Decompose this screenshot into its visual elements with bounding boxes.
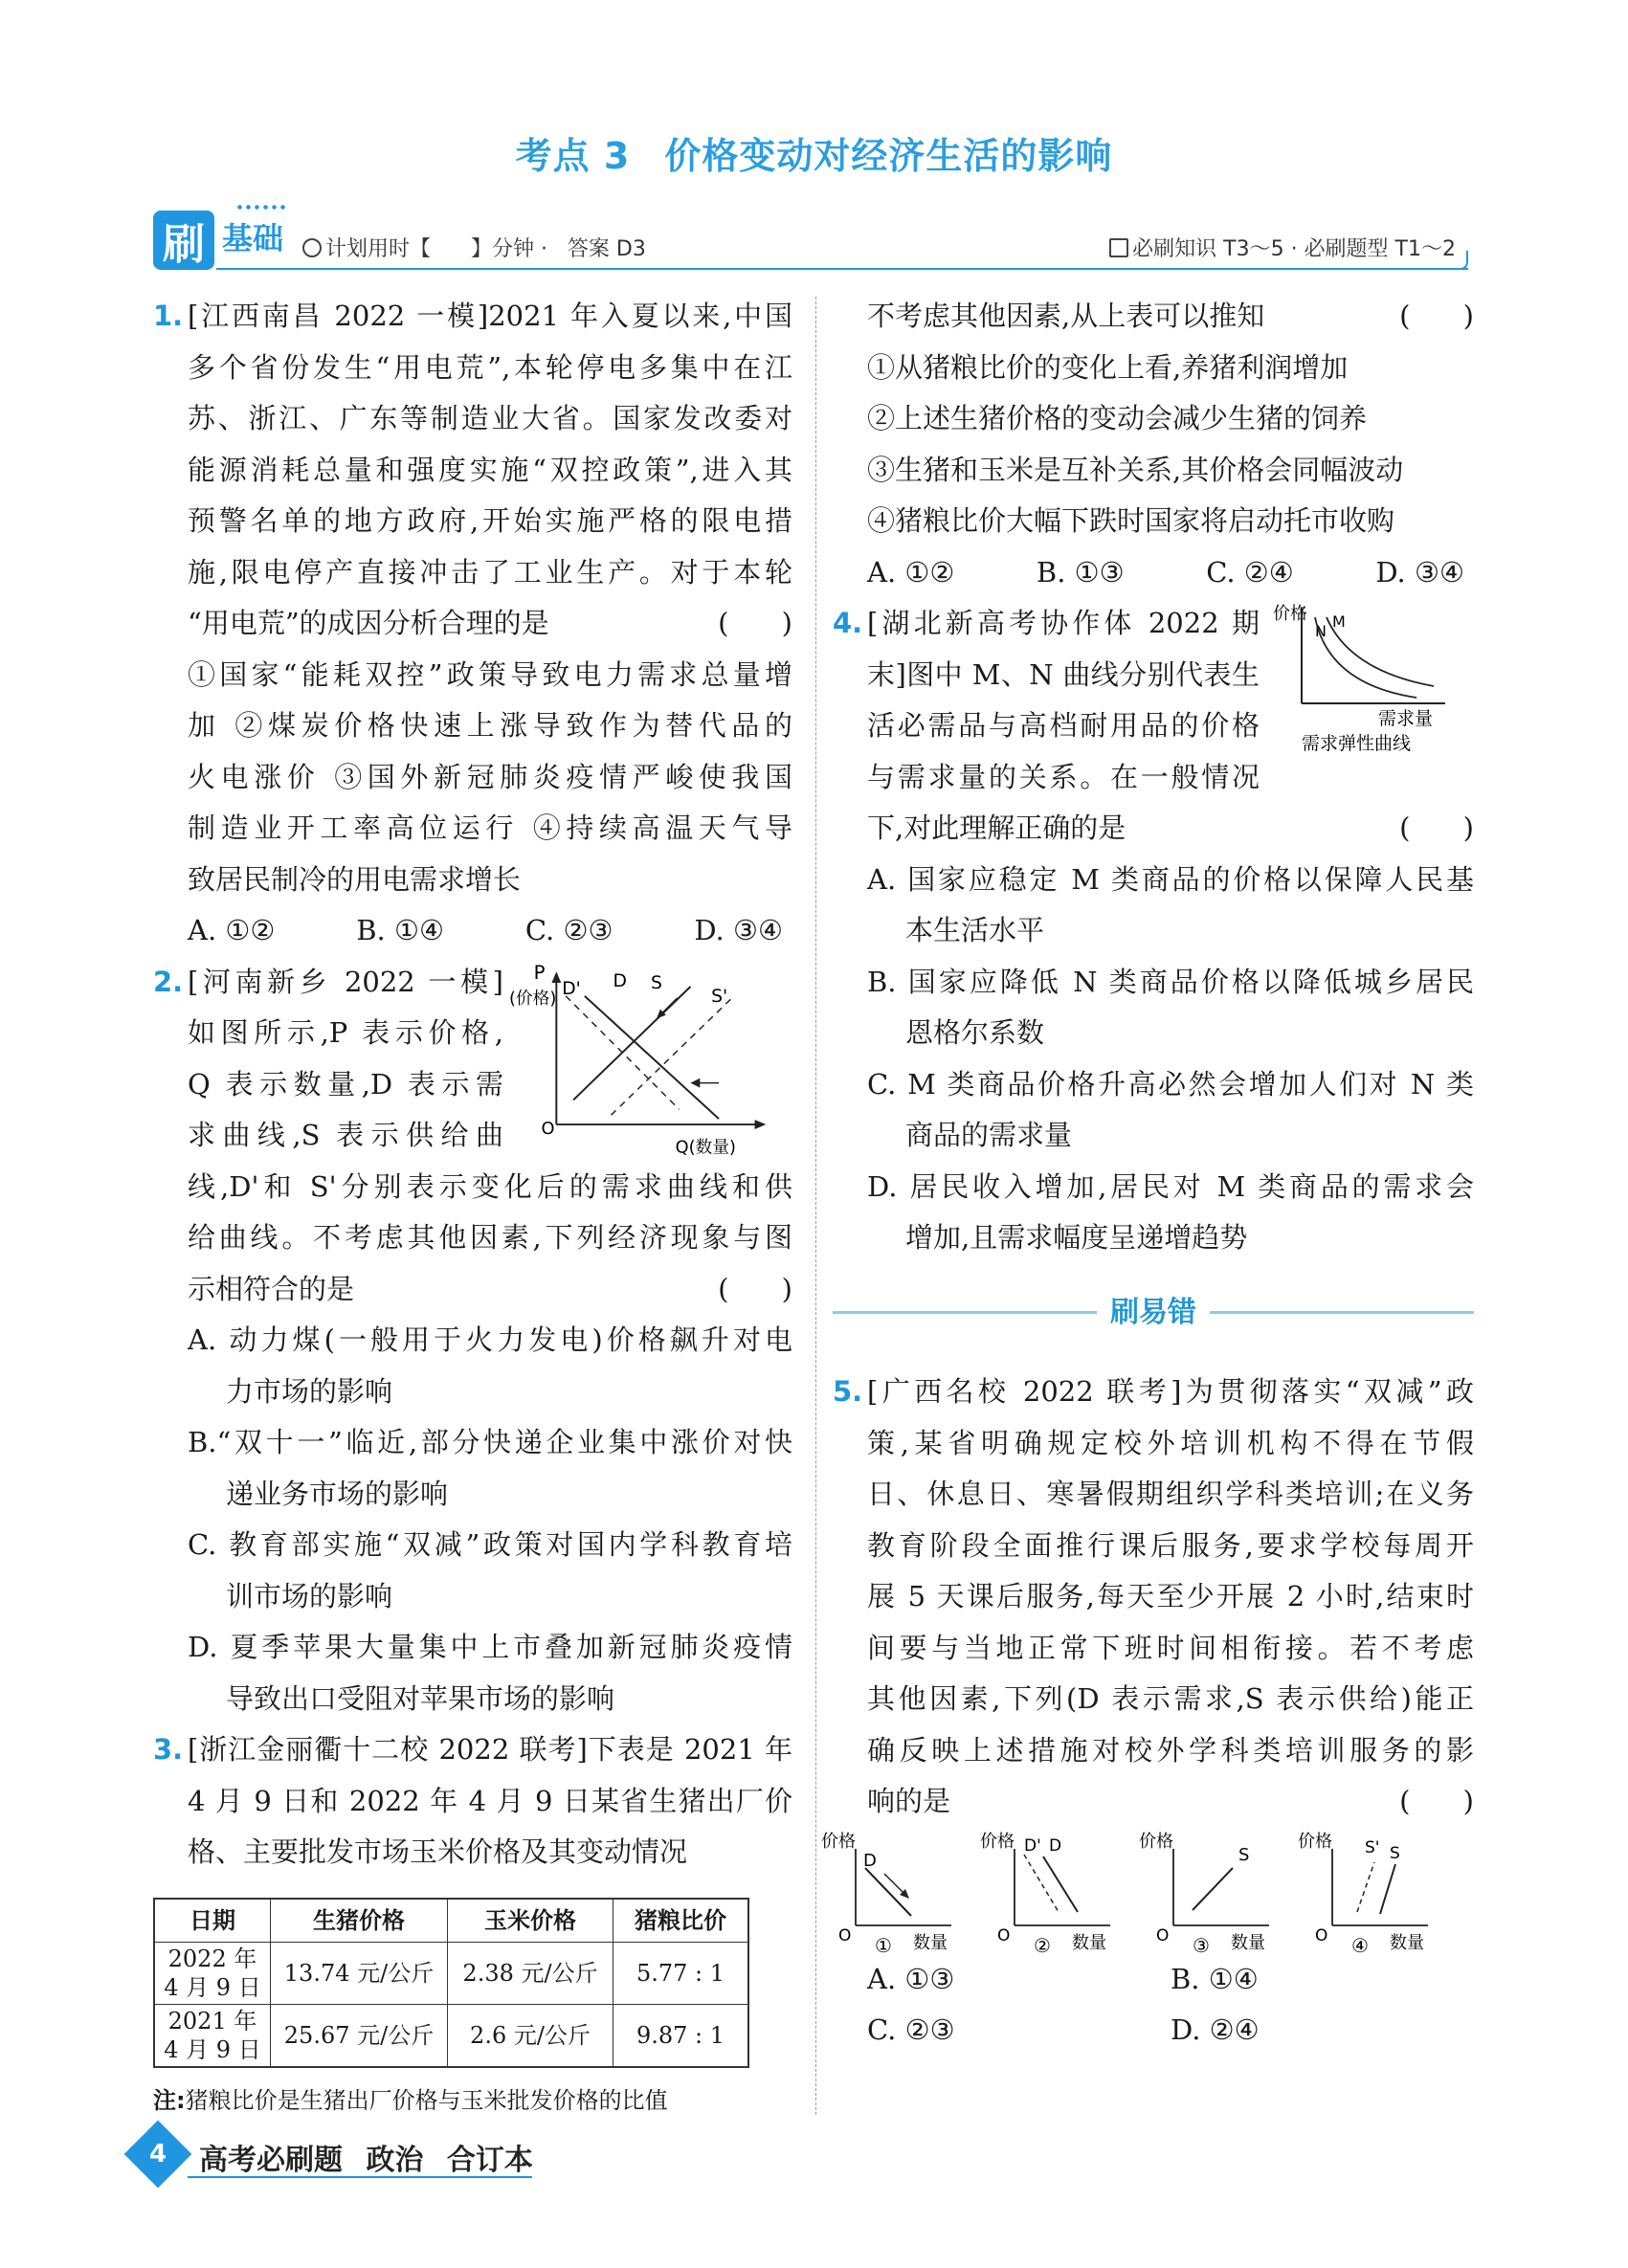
table-cell: 25.67 元/公斤	[271, 2004, 448, 2067]
section-title: 刷易错	[1110, 1295, 1196, 1329]
options	[833, 1954, 1474, 2057]
option-a[interactable]: A. 国家应稳定 M 类商品的价格以保障人民基 本生活水平	[867, 862, 1474, 946]
svg-text:O: O	[838, 1925, 852, 1946]
stem-line: 能源消耗总量和强度实施“双控政策”,进入其	[188, 453, 792, 486]
option-d[interactable]: D. 夏季苹果大量集中上市叠加新冠肺炎疫情 导致出口受阻对苹果市场的影响	[188, 1631, 792, 1715]
graph-caption: 需求弹性曲线	[1302, 733, 1412, 754]
stem-line: 如图所示,P 表示价格,	[188, 1016, 503, 1049]
statement-line: 加 ②煤炭价格快速上涨导致作为替代品的	[188, 709, 792, 742]
question-2	[153, 957, 792, 1725]
stem-line: 多个省份发生“用电荒”,本轮停电多集中在江	[188, 350, 792, 384]
svg-text:O: O	[1315, 1925, 1328, 1946]
question-3	[153, 1724, 792, 1879]
label-s-prime: S'	[711, 986, 728, 1007]
svg-text:①: ①	[875, 1933, 892, 1954]
stem-line: [江西南昌 2022 一模]2021 年入夏以来,中国	[188, 300, 792, 332]
label-m: M	[1332, 612, 1346, 631]
curve-s	[573, 987, 690, 1100]
question-number: 2.	[153, 965, 184, 998]
stem-line: [河南新乡 2022 一模]	[188, 965, 503, 998]
origin-label: O	[541, 1119, 555, 1139]
question-1	[153, 291, 792, 957]
stem-line: 间要与当地正常下班时间相衔接。若不考虑	[867, 1631, 1474, 1664]
stem-line: 不考虑其他因素,从上表可以推知 ( )	[867, 291, 1474, 343]
label-s: S	[651, 972, 662, 993]
option-a[interactable]: A. ①②	[188, 914, 276, 946]
curve-n	[1315, 617, 1416, 698]
option-c[interactable]: C. 教育部实施“双减”政策对国内学科教育培 训市场的影响	[188, 1528, 792, 1612]
stem-line: 日、休息日、寒暑假期组织学科类培训;在义务	[867, 1478, 1474, 1510]
option-a[interactable]: A. ①③	[867, 1962, 955, 1995]
table-header-row	[154, 1899, 748, 1943]
stem-line: 展 5 天课后服务,每天至少开展 2 小时,结束时	[867, 1580, 1474, 1612]
svg-text:O: O	[997, 1925, 1011, 1946]
stem-line: 线,D'和 S'分别表示变化后的需求曲线和供	[188, 1169, 792, 1203]
option-d[interactable]: D. ③④	[694, 914, 783, 946]
statement-line: ④猪粮比价大幅下跌时国家将启动托市收购	[867, 504, 1395, 537]
answer-blank[interactable]: ( )	[1399, 300, 1474, 332]
option-b[interactable]: B. ①④	[356, 914, 444, 946]
stem-line: 其他因素,下列(D 表示需求,S 表示供给)能正	[867, 1682, 1474, 1715]
option-c[interactable]: C. ②③	[867, 2013, 955, 2046]
label-d: D	[613, 970, 627, 991]
stem-line: 活必需品与高档耐用品的价格	[867, 709, 1260, 742]
option-b[interactable]: B. ①④	[1171, 1962, 1259, 1995]
stem-line: Q 表示数量,D 表示需	[188, 1067, 503, 1101]
svg-text:S: S	[1238, 1844, 1250, 1865]
table-header: 猪粮比价	[613, 1899, 749, 1943]
svg-text:价格: 价格	[980, 1831, 1015, 1852]
graph-1	[821, 1832, 951, 1954]
stem-line: 确反映上述措施对校外学科类培训服务的影	[867, 1733, 1474, 1767]
supply-demand-graph	[509, 957, 792, 1158]
svg-text:D': D'	[1024, 1835, 1041, 1856]
stem-line: 苏、浙江、广东等制造业大省。国家发改委对	[188, 402, 792, 434]
svg-text:S': S'	[1365, 1837, 1380, 1857]
option-d[interactable]: D. 居民收入增加,居民对 M 类商品的需求会 增加,且需求幅度呈递增趋势	[867, 1169, 1474, 1254]
column-divider	[815, 297, 816, 2115]
label-d-prime: D'	[562, 978, 581, 999]
svg-text:数量: 数量	[1390, 1932, 1424, 1953]
option-b[interactable]: B.“双十一”临近,部分快递企业集中涨价对快 递业务市场的影响	[188, 1426, 792, 1510]
left-column	[153, 291, 792, 2126]
statement-line: 致居民制冷的用电需求增长	[188, 862, 522, 896]
table-header: 生猪价格	[271, 1899, 448, 1943]
option-c[interactable]: C. M 类商品价格升高必然会增加人们对 N 类 商品的需求量	[867, 1067, 1474, 1151]
option-a[interactable]: A. ①②	[867, 555, 955, 589]
options	[188, 905, 792, 957]
question-number: 3.	[153, 1733, 184, 1766]
section-bar-right	[1210, 1311, 1474, 1314]
option-graphs	[817, 1830, 1459, 1954]
stem-line: 教育阶段全面推行课后服务,要求学校每周开	[867, 1528, 1474, 1562]
table-cell: 2022 年 4 月 9 日	[154, 1942, 271, 2004]
svg-text:④: ④	[1351, 1933, 1369, 1954]
answer-blank[interactable]: ( )	[1399, 1785, 1474, 1817]
x-axis-arrow	[755, 1120, 767, 1129]
book-title: 高考必刷题 政治 合订本	[199, 2144, 533, 2177]
svg-text:②: ②	[1034, 1933, 1051, 1954]
label-n: N	[1315, 622, 1327, 640]
svg-text:S: S	[1390, 1843, 1400, 1863]
stem-line: 4 月 9 日和 2022 年 4 月 9 日某省生猪出厂价	[188, 1784, 792, 1817]
table-note: 注:猪粮比价是生猪出厂价格与玉米批发价格的比值	[153, 2086, 668, 2114]
question-number: 4.	[833, 607, 863, 639]
demand-elasticity-graph	[1273, 598, 1464, 761]
y-axis-arrow	[551, 971, 561, 983]
svg-text:价格: 价格	[821, 1831, 856, 1852]
svg-text:D: D	[1049, 1835, 1062, 1856]
table-row	[154, 1942, 748, 2004]
svg-text:③: ③	[1193, 1933, 1210, 1954]
header-rule-end	[1461, 251, 1468, 270]
answer-blank[interactable]: ( )	[1399, 812, 1474, 844]
stem-line: 下,对此理解正确的是 ( )	[867, 803, 1474, 855]
statement-line: ①从猪粮比价的变化上看,养猪利润增加	[867, 350, 1349, 384]
question-5	[833, 1367, 1474, 1828]
table-header: 日期	[154, 1899, 271, 1943]
section-error-prone	[833, 1287, 1474, 1339]
section-bar-left	[833, 1311, 1097, 1314]
option-d[interactable]: D. ③④	[1375, 555, 1464, 589]
svg-text:D: D	[863, 1850, 877, 1871]
page-title: 考点 3 价格变动对经济生活的影响	[515, 135, 1113, 177]
p-unit-label: (价格)	[509, 989, 557, 1009]
svg-text:数量: 数量	[913, 1932, 948, 1953]
table-cell: 13.74 元/公斤	[271, 1942, 448, 2004]
statement-line: 制造业开工率高位运行 ④持续高温天气导	[188, 812, 792, 844]
answer-blank[interactable]: ( )	[718, 1272, 792, 1305]
y-label: 价格	[1273, 604, 1307, 624]
stem-line: 策,某省明确规定校外培训机构不得在节假	[867, 1426, 1474, 1459]
q-label: Q(数量)	[675, 1138, 736, 1158]
stem-line: 格、主要批发市场玉米价格及其变动情况	[188, 1835, 688, 1868]
page-number: 4	[148, 2140, 167, 2168]
statement-line: ②上述生猪价格的变动会减少生猪的饲养	[867, 402, 1368, 434]
table-cell: 2.38 元/公斤	[448, 1942, 613, 2004]
statement-line: 火电涨价 ③国外新冠肺炎疫情严峻使我国	[188, 760, 792, 793]
graph-2	[980, 1832, 1110, 1954]
statement-line: ③生猪和玉米是互补关系,其价格会同幅波动	[867, 453, 1404, 486]
stem-line: 施,限电停产直接冲击了工业生产。对于本轮	[188, 555, 792, 589]
question-4	[833, 598, 1474, 1264]
svg-text:价格: 价格	[1298, 1831, 1332, 1852]
stem-line: 响的是 ( )	[867, 1776, 1474, 1828]
graph-4	[1298, 1832, 1428, 1954]
stem-line: 预警名单的地方政府,开始实施严格的限电措	[188, 504, 792, 537]
stem-line: 与需求量的关系。在一般情况	[867, 760, 1260, 793]
question-number: 5.	[833, 1375, 863, 1408]
clock-icon	[302, 238, 322, 257]
stem-line: 求曲线,S 表示供给曲	[188, 1119, 503, 1151]
svg-text:数量: 数量	[1072, 1932, 1106, 1953]
table-cell: 9.87 : 1	[613, 2004, 749, 2067]
option-c[interactable]: C. ②④	[1206, 555, 1294, 589]
answer-blank[interactable]: ( )	[718, 607, 792, 639]
option-b[interactable]: B. 国家应降低 N 类商品价格以降低城乡居民 恩格尔系数	[867, 965, 1474, 1049]
knowledge-info: 必刷知识 T3～5 · 必刷题型 T1～2	[1109, 233, 1456, 262]
stem-line: 末]图中 M、N 曲线分别代表生	[867, 657, 1260, 691]
stem-line: [广西名校 2022 联考]为贯彻落实“双减”政	[867, 1375, 1474, 1408]
question-3-continued	[833, 291, 1474, 598]
option-b[interactable]: B. ①③	[1036, 555, 1125, 589]
svg-text:数量: 数量	[1231, 1932, 1265, 1953]
x-label: 需求量	[1378, 708, 1434, 729]
stem-line: [浙江金丽衢十二校 2022 联考]下表是 2021 年	[188, 1733, 792, 1766]
statement-line: ①国家“能耗双控”政策导致电力需求总量增	[188, 657, 792, 691]
option-a[interactable]: A. 动力煤(一般用于火力发电)价格飙升对电 力市场的影响	[188, 1323, 792, 1408]
brand-subtitle: 基础	[222, 220, 284, 256]
curve-s-prime	[612, 995, 734, 1114]
table-header: 玉米价格	[448, 1899, 613, 1943]
stem-line: 示相符合的是 ( )	[188, 1264, 792, 1316]
right-column	[821, 291, 1474, 2057]
option-d[interactable]: D. ②④	[1171, 2013, 1260, 2046]
stem-line: “用电荒”的成因分析合理的是 ( )	[188, 598, 792, 650]
price-table	[153, 1898, 749, 2068]
option-c[interactable]: C. ②③	[524, 914, 613, 946]
shift-arrow-d-head	[690, 1078, 700, 1087]
plan-time-info: 计划用时【 】分钟 · 答案 D3	[302, 233, 646, 262]
brand-logo: 刷	[153, 211, 214, 270]
book-icon	[1109, 238, 1128, 257]
question-number: 1.	[153, 300, 184, 332]
table-cell: 2021 年 4 月 9 日	[154, 2004, 271, 2067]
p-label: P	[533, 961, 546, 984]
svg-text:O: O	[1156, 1925, 1170, 1946]
graph-3	[1139, 1832, 1269, 1954]
brand-dots	[235, 205, 289, 210]
header-rule	[216, 268, 1468, 270]
table-cell: 5.77 : 1	[613, 1942, 749, 2004]
table-cell: 2.6 元/公斤	[448, 2004, 613, 2067]
stem-line: [湖北新高考协作体 2022 期	[867, 607, 1260, 639]
svg-text:价格: 价格	[1139, 1831, 1173, 1852]
stem-line: 给曲线。不考虑其他因素,下列经济现象与图	[188, 1221, 792, 1254]
table-row	[154, 2004, 748, 2067]
curve-d	[585, 995, 719, 1118]
options	[867, 547, 1474, 599]
